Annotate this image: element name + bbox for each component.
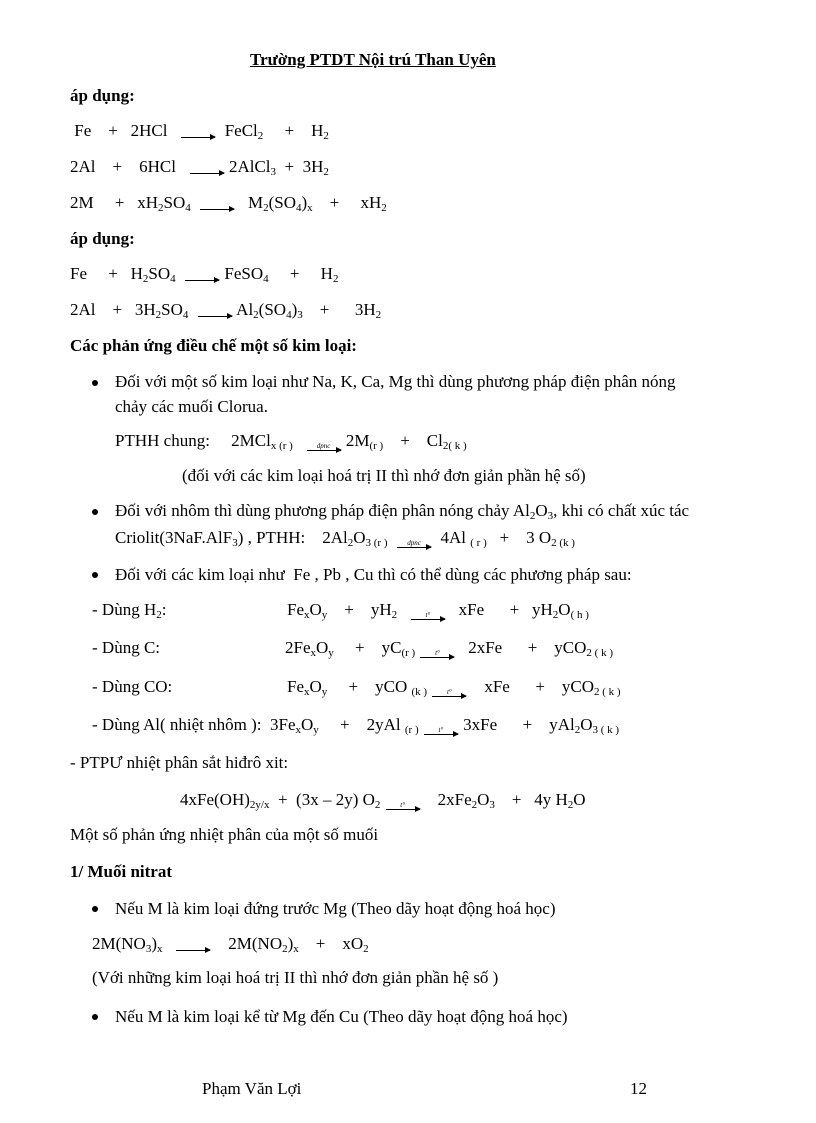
bullet-icon bbox=[92, 380, 98, 386]
subscript: 2 bbox=[257, 130, 264, 142]
subscript: 2 bbox=[471, 799, 478, 811]
arrow-condition: t° bbox=[400, 801, 406, 809]
subscript: 2y/x bbox=[249, 799, 270, 811]
subscript: 2 bbox=[381, 202, 387, 214]
arrow-condition: dpnc bbox=[407, 539, 421, 547]
subscript: (r ) bbox=[404, 724, 419, 736]
subscript: 2( k ) bbox=[442, 440, 467, 452]
section-label: áp dụng: bbox=[70, 229, 135, 248]
subscript: 3 (r ) bbox=[365, 537, 388, 549]
paragraph: Nếu M là kim loại đứng trước Mg (Theo dãy hoạt động hoá học) bbox=[115, 899, 556, 918]
subscript: 3 bbox=[297, 309, 303, 321]
reaction-arrow-icon bbox=[419, 648, 455, 664]
arrow-condition: t° bbox=[438, 726, 444, 734]
note: (đối với các kim loại hoá trị II thì nhớ đơn giản phần hệ số) bbox=[182, 466, 586, 485]
paragraph: Đối với nhôm thì dùng phương pháp điện phân nóng chảy $Al_2O_3$, khi có chất xúc tác bbox=[115, 501, 690, 522]
reaction-arrow-icon bbox=[410, 610, 446, 626]
paragraph: Nếu M là kim loại kể từ Mg đến Cu (Theo dãy hoạt động hoá học) bbox=[115, 1007, 568, 1026]
equation: 2M + $xH_2SO_4$ $M_2(SO_4)_x$ + $xH_2$ bbox=[70, 193, 387, 214]
reaction-arrow-icon bbox=[306, 441, 342, 457]
subscript: 4 bbox=[170, 273, 176, 285]
section-heading: 1/ Muối nitrat bbox=[70, 862, 172, 881]
arrow-line bbox=[424, 734, 458, 735]
subscript: 3 bbox=[547, 510, 554, 522]
subscript: 2 bbox=[157, 202, 164, 214]
arrow-condition: t° bbox=[446, 688, 452, 696]
bullet-icon bbox=[92, 509, 98, 515]
paragraph: Đối với các kim loại như Fe , Pb , Cu thì có thể dùng các phương pháp sau: bbox=[115, 565, 632, 584]
subscript: 2 ( k ) bbox=[594, 686, 621, 698]
subscript: 2 bbox=[374, 799, 381, 811]
subscript: x bbox=[293, 943, 299, 955]
subscript: 3 bbox=[270, 166, 276, 178]
equation: Criolit(3NaF.AlF$_3$) , PTHH: $2Al_2O_{3 (r )}$ dpnc 4Al $_{( r )}$ + 3 $O_{2 (k )}$ bbox=[115, 528, 575, 554]
subscript: x bbox=[307, 202, 313, 214]
subscript: (r ) bbox=[369, 440, 384, 452]
reaction-arrow-icon bbox=[197, 307, 233, 323]
reaction-arrow-icon bbox=[189, 164, 225, 180]
subscript: 2 bbox=[363, 943, 369, 955]
equation: $4xFe(OH)_{2y/x} + (3x - 2y)$ $O_2$ t° $2xFe_2O_3$ + 4y $H_2O$ bbox=[180, 790, 586, 816]
reaction-arrow-icon bbox=[199, 200, 235, 216]
arrow-line bbox=[185, 280, 219, 281]
subscript: 2 bbox=[529, 510, 536, 522]
arrow-line bbox=[190, 173, 224, 174]
subscript: x bbox=[295, 724, 302, 736]
subscript: 3 bbox=[145, 943, 152, 955]
subscript: 3 bbox=[232, 537, 238, 549]
arrow-line bbox=[432, 696, 466, 697]
paragraph: - PTPƯ nhiệt phân sắt hiđrô xit: bbox=[70, 753, 289, 772]
equation: Fe + $H_2SO_4$ FeSO$_4$ + $H_2$ bbox=[70, 264, 339, 285]
paragraph: Một số phản ứng nhiệt phân của một số muối bbox=[70, 825, 379, 844]
subscript: 2 bbox=[156, 609, 162, 621]
equation: 2Al + $3H_2SO_4$ $Al_2(SO_4)_3$ + $3H_2$ bbox=[70, 300, 382, 321]
arrow-line bbox=[397, 547, 431, 548]
subscript: x (r ) bbox=[270, 440, 293, 452]
section-heading: Các phản ứng điều chế một số kim loại: bbox=[70, 336, 357, 355]
note: (Với những kim loại hoá trị II thì nhớ đơn giản phần hệ số ) bbox=[92, 968, 499, 987]
arrow-line bbox=[420, 657, 454, 658]
subscript: 2 ( k ) bbox=[586, 647, 613, 659]
subscript: 2 bbox=[347, 537, 354, 549]
arrow-condition: t° bbox=[435, 649, 440, 657]
subscript: y bbox=[313, 724, 319, 736]
subscript: y bbox=[321, 686, 328, 698]
subscript: 2 bbox=[142, 273, 149, 285]
subscript: 2 (k ) bbox=[551, 537, 575, 549]
subscript: 2 bbox=[323, 130, 329, 142]
equation: 2Al + 6HCl 2AlCl$_3$ + $3H_2$ bbox=[70, 157, 329, 178]
subscript: 3 bbox=[489, 799, 495, 811]
subscript: 2 bbox=[552, 609, 559, 621]
subscript: 4 bbox=[296, 202, 302, 214]
subscript: 2 bbox=[282, 943, 288, 955]
section-label: áp dụng: bbox=[70, 86, 135, 105]
page-number: 12 bbox=[630, 1079, 647, 1098]
arrow-line bbox=[176, 950, 210, 951]
subscript: x bbox=[157, 943, 163, 955]
arrow-line bbox=[411, 619, 445, 620]
bullet-icon bbox=[92, 1014, 98, 1020]
equation: $2M(NO_3)_x$ $2M(NO_2)_x$ + $xO_2$ bbox=[92, 934, 369, 955]
subscript: 2 bbox=[332, 273, 339, 285]
subscript: 2 bbox=[155, 309, 162, 321]
equation: - Dùng Al( nhiệt nhôm ): $3Fe_xO_y$ + 2yAl $_{(r )}$ t° 3xFe + $yAl_2O_{3 ( k )}$ bbox=[92, 715, 619, 741]
subscript: 4 bbox=[182, 309, 189, 321]
arrow-line bbox=[181, 137, 215, 138]
arrow-condition: t° bbox=[425, 611, 431, 619]
page-header-title: Trường PTDT Nội trú Than Uyên bbox=[250, 50, 496, 69]
equation: PTHH chung: 2MCl$_{x (r )}$ dpnc $2M_{(r )}$ + $Cl_{2( k )}$ bbox=[115, 431, 467, 457]
subscript: (k ) bbox=[411, 686, 428, 698]
subscript: 4 bbox=[286, 309, 292, 321]
subscript: x bbox=[304, 609, 310, 621]
arrow-line bbox=[198, 316, 232, 317]
subscript: 3 ( k ) bbox=[592, 724, 620, 736]
subscript: 4 bbox=[185, 202, 191, 214]
footer-author: Phạm Văn Lợi bbox=[202, 1079, 302, 1098]
reaction-arrow-icon bbox=[180, 128, 216, 144]
reaction-arrow-icon bbox=[423, 725, 459, 741]
equation: Fe + 2HCl FeCl$_2$ + $H_2$ bbox=[70, 121, 329, 142]
subscript: 4 bbox=[263, 273, 269, 285]
subscript: 2 bbox=[375, 309, 382, 321]
arrow-line bbox=[307, 450, 341, 451]
arrow-line bbox=[386, 809, 420, 810]
subscript: x bbox=[304, 686, 310, 698]
subscript: y bbox=[321, 609, 328, 621]
reaction-arrow-icon bbox=[396, 538, 432, 554]
subscript: y bbox=[328, 647, 334, 659]
equation: $Fe_xO_y$ + $yH_2$ t° xFe + $yH_2O_{( h )}$ bbox=[287, 600, 589, 626]
subscript: (r ) bbox=[401, 647, 416, 659]
paragraph: Đối với một số kim loại như Na, K, Ca, Mg thì dùng phương pháp điện phân nóng bbox=[115, 372, 676, 391]
method-label: - Dùng C: bbox=[92, 638, 160, 657]
subscript: 2 bbox=[567, 799, 574, 811]
equation: $2Fe_xO_y$ + $yC_{(r )}$ t° 2xFe + yCO$_{2 ( k )}$ bbox=[285, 638, 613, 664]
paragraph: chảy các muối Clorua. bbox=[115, 397, 268, 416]
method-label: - Dùng $H_2$: bbox=[92, 600, 167, 621]
subscript: 2 bbox=[253, 309, 259, 321]
reaction-arrow-icon bbox=[431, 687, 467, 703]
bullet-icon bbox=[92, 906, 98, 912]
equation: $Fe_xO_y$ + yCO $_{(k )}$ t° xFe + yCO$_{2 ( k )}$ bbox=[287, 677, 621, 703]
arrow-line bbox=[200, 209, 234, 210]
bullet-icon bbox=[92, 572, 98, 578]
arrow-condition: dpnc bbox=[316, 442, 331, 450]
subscript: 2 bbox=[263, 202, 269, 214]
reaction-arrow-icon bbox=[184, 271, 220, 287]
subscript: 2 bbox=[323, 166, 329, 178]
subscript: 2 bbox=[391, 609, 398, 621]
subscript: 2 bbox=[574, 724, 581, 736]
method-label: - Dùng CO: bbox=[92, 677, 173, 696]
reaction-arrow-icon bbox=[385, 800, 421, 816]
subscript: ( h ) bbox=[570, 609, 589, 621]
subscript: ( r ) bbox=[470, 537, 487, 549]
subscript: x bbox=[310, 647, 316, 659]
reaction-arrow-icon bbox=[175, 941, 211, 957]
